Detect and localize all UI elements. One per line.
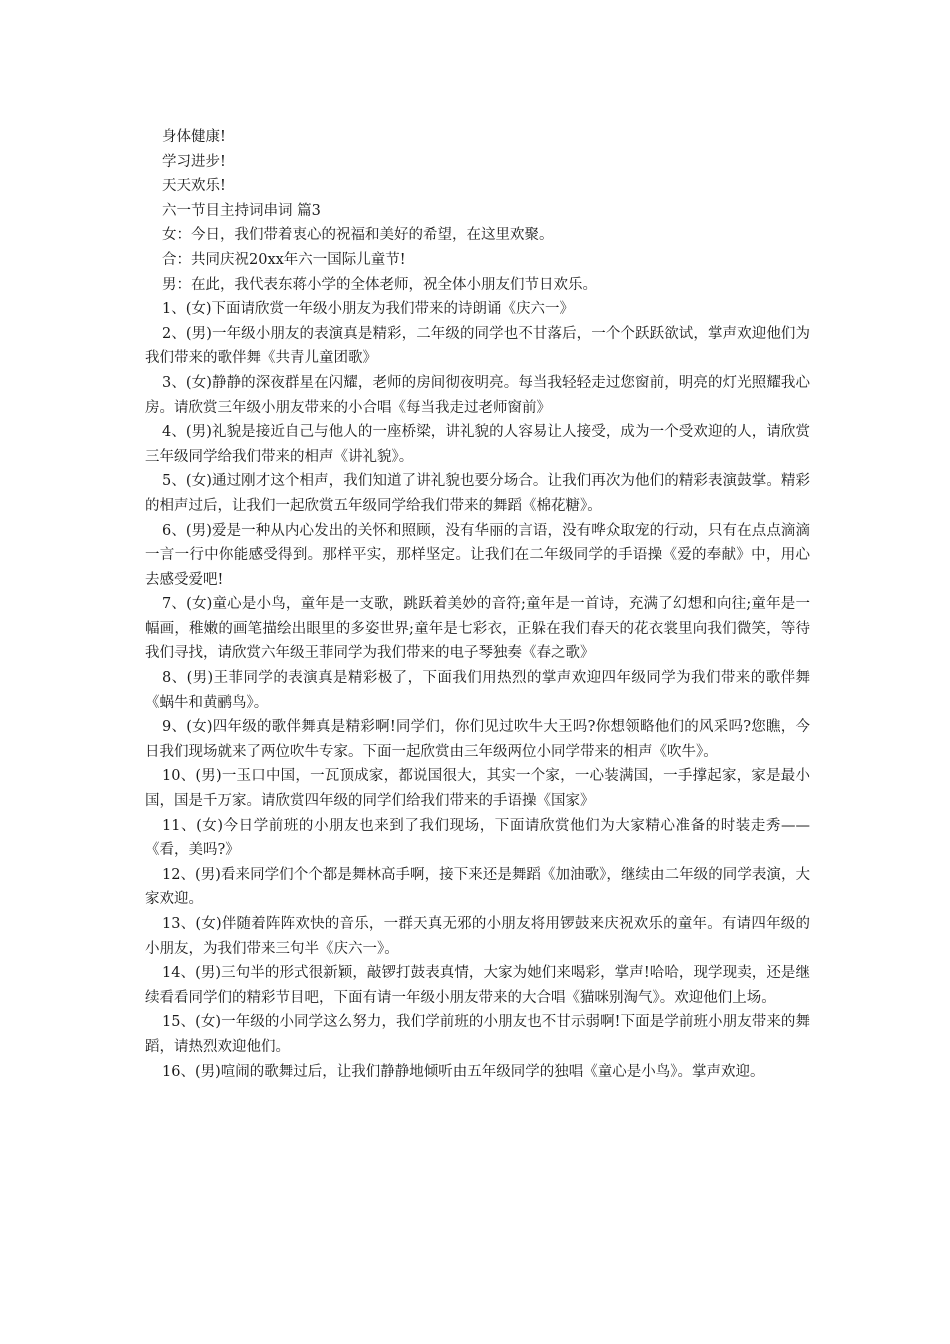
program-item-4: 4、(男)礼貌是接近自己与他人的一座桥梁，讲礼貌的人容易让人接受，成为一个受欢迎的人，请欣赏三年级同学给我们带来的相声《讲礼貌》。 <box>145 424 810 465</box>
paragraph-2: 学习进步! <box>162 153 226 170</box>
program-item-10: 10、(男)一玉口中国，一瓦顶成家，都说国很大，其实一个家，一心装满国，一手撑起家，家是最小国，国是千万家。请欣赏四年级的同学们给我们带来的手语操《国家》 <box>145 768 810 810</box>
paragraph-3: 天天欢乐! <box>162 178 226 195</box>
program-item-14: 14、(男)三句半的形式很新颖，敲锣打鼓表真情，大家为她们来喝彩，掌声!哈哈，现学现卖，还是继续看看同学们的精彩节目吧，下面有请一年级小朋友带来的大合唱《猫咪别淘气》。欢迎他们上场。 <box>145 965 810 1006</box>
program-item-12: 12、(男)看来同学们个个都是舞林高手啊，接下来还是舞蹈《加油歌》，继续由二年级的同学表演，大家欢迎。 <box>145 866 810 908</box>
program-item-15: 15、(女)一年级的小同学这么努力，我们学前班的小朋友也不甘示弱啊!下面是学前班小朋友带来的舞蹈，请热烈欢迎他们。 <box>145 1014 810 1055</box>
program-item-11: 11、(女)今日学前班的小朋友也来到了我们现场，下面请欣赏他们为大家精心准备的时装走秀——《看，美吗?》 <box>145 817 810 859</box>
program-item-2: 2、(男)一年级小朋友的表演真是精彩，二年级的同学也不甘落后，一个个跃跃欲试，掌声欢迎他们为我们带来的歌伴舞《共青儿童团歌》 <box>145 325 810 367</box>
paragraph-1: 身体健康! <box>162 129 226 145</box>
program-item-1: 1、(女)下面请欣赏一年级小朋友为我们带来的诗朗诵《庆六一》 <box>162 301 575 318</box>
program-item-13: 13、(女)伴随着阵阵欢快的音乐，一群天真无邪的小朋友将用锣鼓来庆祝欢乐的童年。有请四年级的小朋友，为我们带来三句半《庆六一》。 <box>145 916 810 957</box>
program-item-3: 3、(女)静静的深夜群星在闪耀，老师的房间彻夜明亮。每当我轻轻走过您窗前，明亮的灯光照耀我心房。请欣赏三年级小朋友带来的小合唱《每当我走过老师窗前》 <box>145 374 810 416</box>
paragraph-male-host: 男：在此，我代表东蒋小学的全体老师，祝全体小朋友们节日欢乐。 <box>162 276 597 293</box>
program-item-8: 8、(男)王菲同学的表演真是精彩极了，下面我们用热烈的掌声欢迎四年级同学为我们带来的歌伴舞《蜗牛和黄鹂鸟》。 <box>145 670 810 711</box>
paragraph-together: 合：共同庆祝20xx年六一国际儿童节! <box>162 251 406 268</box>
program-item-9: 9、(女)四年级的歌伴舞真是精彩啊!同学们，你们见过吹牛大王吗?你想领略他们的风采吗?您瞧，今日我们现场就来了两位吹牛专家。下面一起欣赏由三年级两位小同学带来的相声《吹牛》。 <box>145 719 810 760</box>
program-item-6: 6、(男)爱是一种从内心发出的关怀和照顾，没有华丽的言语，没有哗众取宠的行动，只有在点点滴滴一言一行中你能感受得到。那样平实，那样坚定。让我们在二年级同学的手语操《爱的奉献》中，用心去感受爱吧! <box>145 522 810 588</box>
paragraph-female-host: 女：今日，我们带着衷心的祝福和美好的希望，在这里欢聚。 <box>162 227 554 244</box>
program-item-16: 16、(男)喧闹的歌舞过后，让我们静静地倾听由五年级同学的独唱《童心是小鸟》。掌声欢迎。 <box>162 1063 765 1080</box>
program-item-7: 7、(女)童心是小鸟，童年是一支歌，跳跃着美妙的音符;童年是一首诗，充满了幻想和向往;童年是一幅画，稚嫩的画笔描绘出眼里的多姿世界;童年是七彩衣，正躲在我们春天的花衣裳里向我们微笑，等待我们寻找，请欣赏六年级王菲同学为我们带来的电子琴独奏《春之歌》 <box>145 596 810 662</box>
section-heading: 六一节目主持词串词 篇3 <box>162 202 321 219</box>
program-item-5: 5、(女)通过刚才这个相声，我们知道了讲礼貌也要分场合。让我们再次为他们的精彩表演鼓掌。精彩的相声过后，让我们一起欣赏五年级同学给我们带来的舞蹈《棉花糖》。 <box>145 473 810 514</box>
